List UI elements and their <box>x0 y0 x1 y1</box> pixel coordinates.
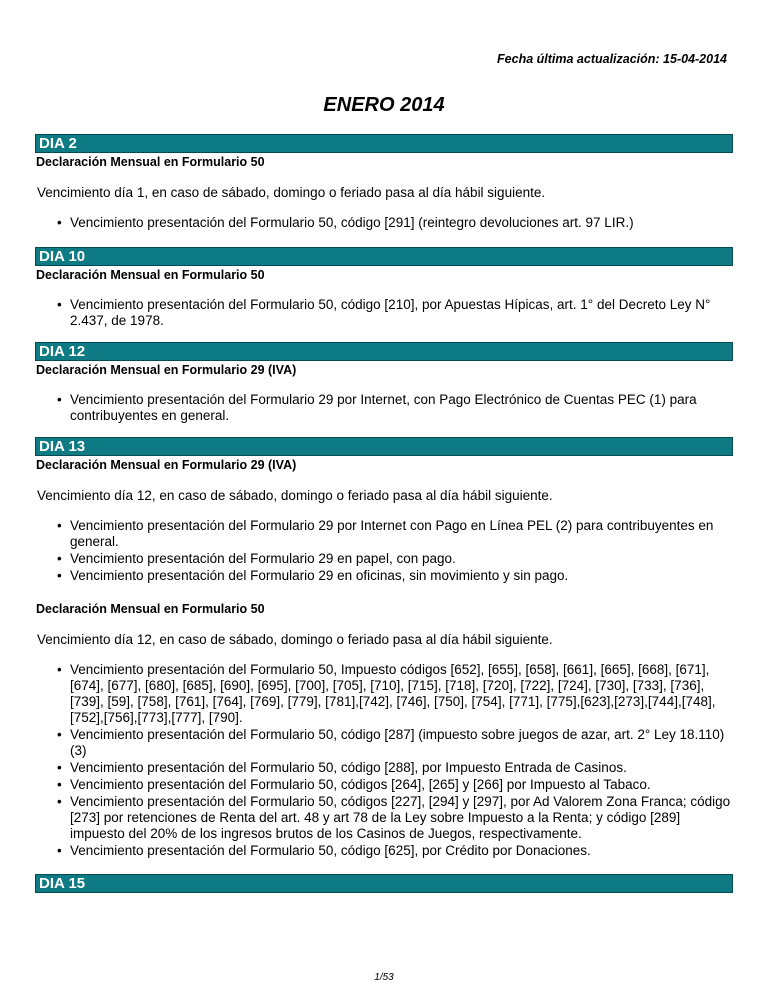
list-item: • Vencimiento presentación del Formulario 50, código [625], por Crédito por Donaciones. <box>57 843 591 858</box>
day-section <box>35 342 733 437</box>
bullet-icon: • <box>57 843 62 858</box>
list-item: • Vencimiento presentación del Formulario 50, Impuesto códigos [652], [655], [658], [661], [665], [668], [671], [674], [677], [680], [685], [690], [695], [700], [705], [710], [715], [718], [720], [722], [724], [730], [733], [736], [739], [59], [758], [761], [764], [769], [779], [781],[742], [746], [750], [754], [771], [775],[623],[273],[744],[748],[752],[756],[773],[777], [790]. <box>57 662 716 725</box>
list-item: • Vencimiento presentación del Formulario 50, códigos [227], [294] y [297], por Ad Valorem Zona Franca; código [273] por retenciones de Renta del art. 48 y art 78 de la Ley sobre Impuesto a la Renta; y código [289] impuesto del 20% de los ingresos brutos de los Casinos de Juegos, respectivamente. <box>57 794 731 841</box>
due-note: Vencimiento día 12, en caso de sábado, domingo o feriado pasa al día hábil siguiente. <box>37 632 553 647</box>
bullet-icon: • <box>57 727 62 742</box>
day-section <box>35 247 733 342</box>
day-header: DIA 10 <box>35 247 733 266</box>
bullet-icon: • <box>57 662 62 677</box>
day-section <box>35 134 733 247</box>
last-updated: Fecha última actualización: 15-04-2014 <box>497 52 727 66</box>
section-subtitle: Declaración Mensual en Formulario 50 <box>36 155 265 169</box>
list-item: • Vencimiento presentación del Formulario 50, código [287] (impuesto sobre juegos de azar, art. 2° Ley 18.110)(3) <box>57 727 725 758</box>
bullet-icon: • <box>57 794 62 809</box>
section-subtitle: Declaración Mensual en Formulario 29 (IVA) <box>36 363 297 377</box>
list-item: • Vencimiento presentación del Formulario 29 en papel, con pago. <box>57 551 456 566</box>
bullet-icon: • <box>57 215 62 230</box>
item-list <box>35 518 733 584</box>
section-subtitle: Declaración Mensual en Formulario 50 <box>36 602 265 616</box>
bullet-icon: • <box>57 297 62 312</box>
bullet-icon: • <box>57 551 62 566</box>
month-title: ENERO 2014 <box>323 94 445 116</box>
page-number: 1/53 <box>374 972 394 983</box>
list-item: • Vencimiento presentación del Formulario 50, código [291] (reintegro devoluciones art. 97 LIR.) <box>57 215 634 230</box>
day-header: DIA 12 <box>35 342 733 361</box>
bullet-icon: • <box>57 760 62 775</box>
day-header: DIA 2 <box>35 134 733 153</box>
bullet-icon: • <box>57 777 62 792</box>
list-item: • Vencimiento presentación del Formulario 50, código [288], por Impuesto Entrada de Casinos. <box>57 760 627 775</box>
due-note: Vencimiento día 12, en caso de sábado, domingo o feriado pasa al día hábil siguiente. <box>37 488 553 503</box>
list-item: • Vencimiento presentación del Formulario 50, códigos [264], [265] y [266] por Impuesto al Tabaco. <box>57 777 651 792</box>
list-item: • Vencimiento presentación del Formulario 29 en oficinas, sin movimiento y sin pago. <box>57 568 569 583</box>
day-section <box>35 437 733 874</box>
section-subtitle: Declaración Mensual en Formulario 50 <box>36 268 265 282</box>
list-item: • Vencimiento presentación del Formulario 29 por Internet, con Pago Electrónico de Cuentas PEC (1) para contribuyentes en general. <box>57 392 697 423</box>
bullet-icon: • <box>57 568 62 583</box>
list-item: • Vencimiento presentación del Formulario 29 por Internet con Pago en Línea PEL (2) para contribuyentes en general. <box>57 518 714 549</box>
item-list <box>35 392 733 424</box>
day-header: DIA 13 <box>35 437 733 456</box>
day-section <box>35 874 733 893</box>
bullet-icon: • <box>57 518 62 533</box>
list-item: • Vencimiento presentación del Formulario 50, código [210], por Apuestas Hípicas, art. 1° del Decreto Ley N° 2.437, de 1978. <box>57 297 711 328</box>
due-note: Vencimiento día 1, en caso de sábado, domingo o feriado pasa al día hábil siguiente. <box>37 185 546 200</box>
day-header: DIA 15 <box>35 874 733 893</box>
bullet-icon: • <box>57 392 62 407</box>
item-list <box>35 297 733 329</box>
item-list <box>35 662 733 859</box>
item-list <box>35 215 733 231</box>
section-subtitle: Declaración Mensual en Formulario 29 (IVA) <box>36 458 297 472</box>
calendar-content <box>35 134 733 893</box>
